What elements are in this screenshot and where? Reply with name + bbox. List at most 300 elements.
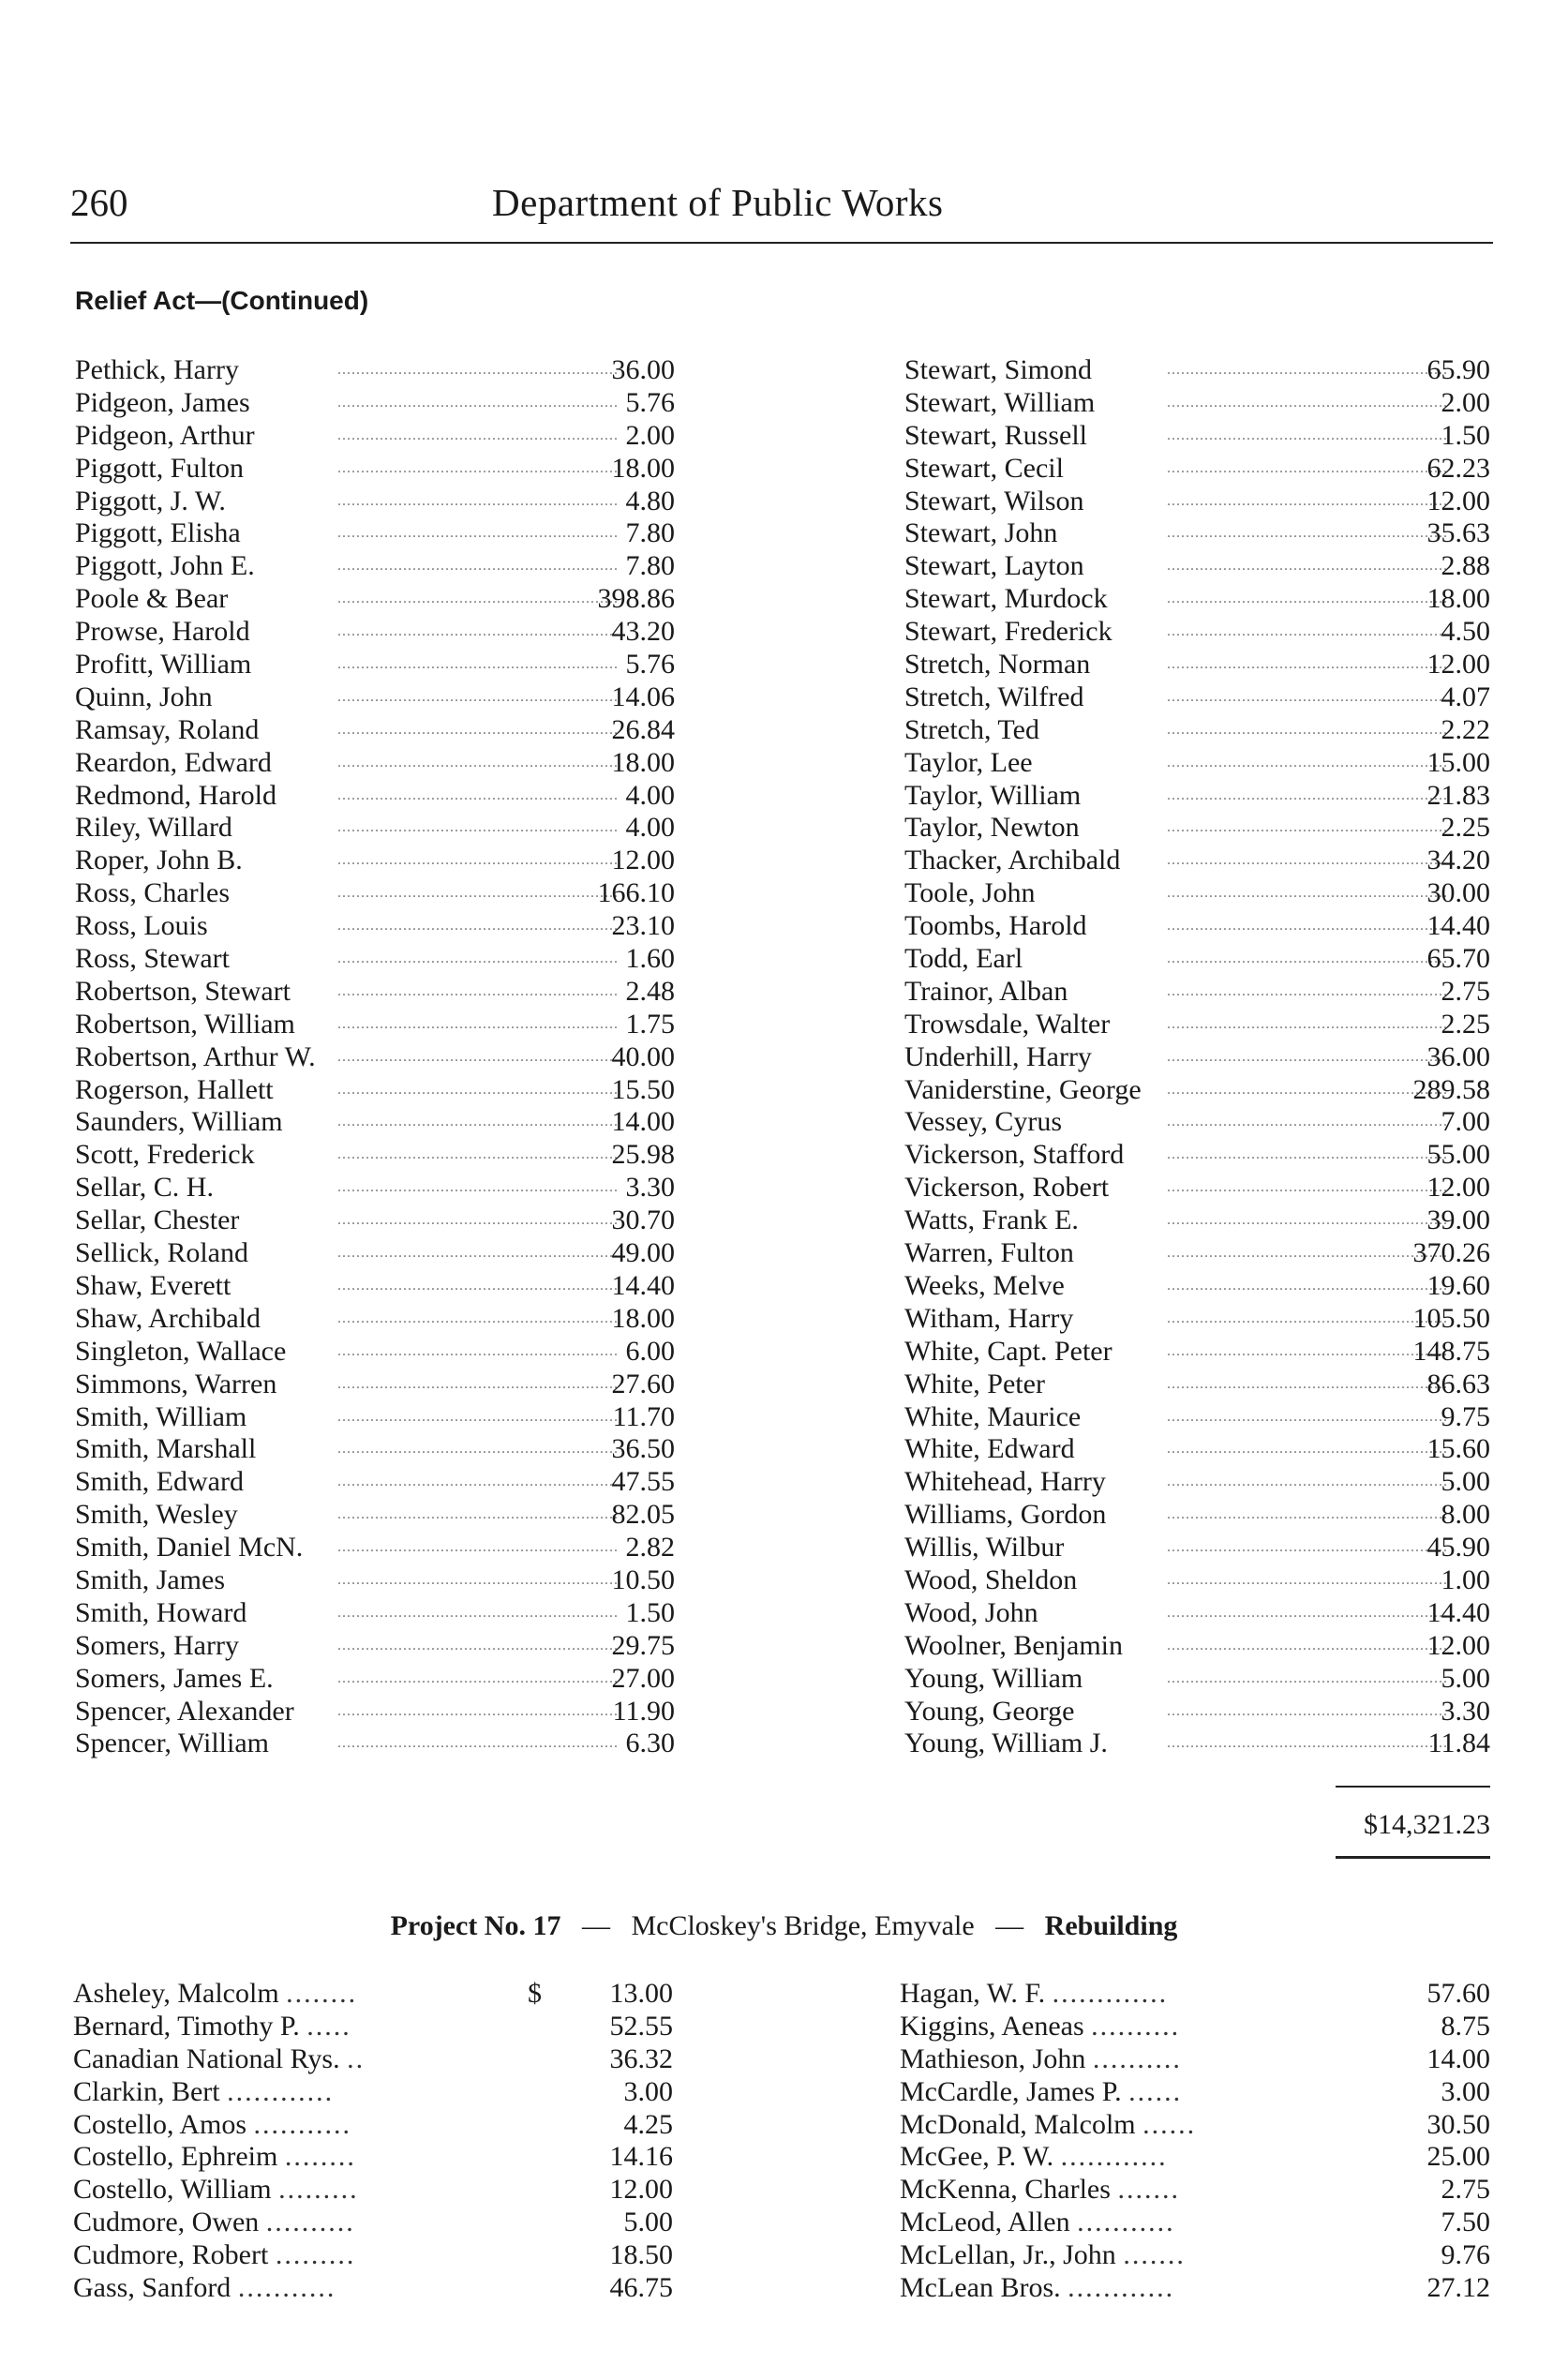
payee-name: Riley, Willard [75,812,232,844]
amount: 4.07 [1441,681,1490,712]
payee-name: Piggott, J. W. [75,485,226,516]
dot-leader: ......... [275,2239,356,2271]
payee-name: Pidgeon, James [75,386,250,418]
dot-leader: ............................................................ [1167,721,1448,738]
amount: 7.80 [625,550,675,582]
list-item [904,1237,1490,1270]
list-item [75,1696,675,1728]
dot-leader: ............................................................ [337,1506,619,1523]
dot-leader: ............................................................ [337,1441,619,1458]
list-item [73,2076,673,2109]
amount: 148.75 [1412,1335,1490,1367]
payee-name-text: Costello, Ephreim [73,2141,278,2173]
amount: 11.70 [612,1400,675,1432]
amount: 15.60 [1426,1433,1490,1465]
amount: 3.30 [625,1172,675,1204]
dot-leader: ............................................................ [337,1015,619,1032]
payee-name: Taylor, Lee [904,746,1033,778]
amount: 12.00 [1426,1629,1490,1661]
payee-name: Rogerson, Hallett [75,1073,274,1105]
amount: 39.00 [1426,1204,1490,1236]
payee-name: Vickerson, Robert [904,1172,1110,1204]
list-item [904,1041,1490,1074]
amount: 52.55 [609,2010,673,2042]
amount: 45.90 [1426,1532,1490,1564]
list-item [73,2272,673,2305]
dot-leader: ............ [227,2075,335,2107]
dot-leader: ............................................................ [337,1146,619,1163]
dot-leader: ............................................................ [1167,426,1448,443]
amount: 2.00 [625,419,675,451]
list-item [904,1663,1490,1696]
payee-name: Watts, Frank E. [904,1204,1079,1236]
dot-leader: ............................................................ [1167,525,1448,542]
list-item [75,812,675,845]
dot-leader: ............................................................ [1167,982,1448,999]
payee-name: Young, William [904,1662,1083,1694]
dot-leader: ............................................................ [1167,1539,1448,1556]
list-item [75,1172,675,1204]
dot-leader: ............................................................ [337,918,619,935]
dot-leader: ............................................................ [1167,1474,1448,1490]
payee-name: White, Capt. Peter [904,1335,1113,1367]
page-number: 260 [70,181,128,224]
dot-leader: ............................................................ [337,1702,619,1719]
payee-name: Wood, Sheldon [904,1564,1078,1595]
dot-leader: ........ [284,2141,356,2173]
dot-leader: ............................................................ [337,1081,619,1098]
payee-name: Stewart, Layton [904,550,1084,582]
payee-name: Smith, Marshall [75,1433,257,1465]
dot-leader: ............................................................ [337,819,619,836]
amount: 2.48 [625,975,675,1007]
payee-name: Piggott, Fulton [75,452,245,484]
page-header [70,180,1493,232]
dot-leader: ............................................................ [337,525,619,542]
dot-leader: ............................................................ [337,1539,619,1556]
list-item [904,486,1490,518]
dot-leader: ............................................................ [337,754,619,771]
payee-name: Singleton, Wallace [75,1335,287,1367]
list-item [73,1978,673,2011]
dot-leader: ............................................................ [337,1474,619,1490]
amount: 2.00 [1441,386,1490,418]
list-item [904,1564,1490,1597]
dot-leader: ............................................................ [1167,394,1448,411]
payee-name [73,2076,334,2109]
list-item [75,1009,675,1041]
payee-name: Robertson, Arthur W. [75,1040,316,1072]
list-item [900,2141,1490,2174]
amount: 62.23 [1426,452,1490,484]
list-item [75,420,675,453]
list-item [904,1597,1490,1630]
payee-name: Taylor, William [904,779,1082,811]
amount: 1.50 [1441,419,1490,451]
amount: 86.63 [1426,1368,1490,1399]
list-item [904,550,1490,583]
amount: 29.75 [611,1629,675,1661]
dot-leader: ............................................................ [337,1408,619,1425]
list-item [73,2141,673,2174]
list-item [904,845,1490,877]
list-item [75,681,675,714]
dot-leader: ....... [1117,2174,1180,2206]
list-item [904,649,1490,681]
amount: 18.00 [611,1302,675,1334]
list-item [904,517,1490,550]
payee-name: Stewart, Simond [904,354,1092,385]
list-item [75,1466,675,1499]
amount: 12.00 [1426,1172,1490,1204]
payee-name: Prowse, Harold [75,616,250,648]
list-item [75,1499,675,1532]
payee-name: Toole, John [904,877,1036,909]
payee-name: White, Peter [904,1368,1045,1399]
amount: 1.75 [625,1008,675,1040]
project-number: Project No. 17 [390,1910,561,1941]
payee-name: Ramsay, Roland [75,713,260,745]
dot-leader: ............................................................ [337,721,619,738]
list-item [75,1369,675,1401]
list-item [904,1270,1490,1303]
payee-name-text: McCardle, James P. [900,2075,1122,2107]
payee-name: Shaw, Archibald [75,1302,261,1334]
payee-name: Sellar, C. H. [75,1172,214,1204]
dot-leader: ............................................................ [337,656,619,673]
amount: 25.00 [1426,2141,1490,2173]
list-item [75,1630,675,1663]
payee-name: Stewart, Frederick [904,616,1113,648]
dot-leader: ........ [286,1978,358,2009]
amount: 5.76 [625,649,675,681]
dot-leader: ............................................................ [337,591,619,607]
payee-name: Profitt, William [75,649,252,681]
amount: 18.00 [611,452,675,484]
list-item [904,681,1490,714]
list-item [904,1401,1490,1434]
amount: 14.40 [1426,1596,1490,1628]
list-item [904,1204,1490,1237]
dot-leader: ............................................................ [1167,1212,1448,1229]
dot-leader: ............................................................ [337,362,619,378]
dot-leader: ............................................................ [1167,819,1448,836]
amount: 14.16 [609,2141,673,2173]
list-item [904,943,1490,976]
dot-leader: ............................................................ [337,623,619,640]
amount: 40.00 [611,1040,675,1072]
amount: 27.00 [611,1662,675,1694]
list-item [75,1204,675,1237]
payee-name [73,2272,336,2305]
amount: 18.00 [611,746,675,778]
amount: 7.80 [625,517,675,549]
list-item [75,616,675,649]
payee-name: Spencer, William [75,1728,269,1759]
payee-name [900,2174,1180,2207]
list-item [75,517,675,550]
list-item [900,2043,1490,2076]
payee-name [73,2239,355,2272]
dot-leader: .......... [1091,2010,1181,2042]
amount: 12.00 [1426,485,1490,516]
payee-name: Smith, Daniel McN. [75,1532,304,1564]
payee-name: Redmond, Harold [75,779,276,811]
list-item [75,453,675,486]
project-separator-1: — [581,1910,610,1941]
dot-leader: ............................................................ [337,1637,619,1653]
list-item [904,1139,1490,1172]
payee-name: Robertson, Stewart [75,975,291,1007]
list-item [75,1728,675,1760]
list-item [904,387,1490,420]
list-item [75,583,675,616]
dot-leader: ............................................................ [337,558,619,575]
dot-leader: ..... [306,2010,351,2042]
dot-leader: ............................................................ [1167,950,1448,967]
amount: 398.86 [597,583,675,615]
dot-leader: ............................................................ [337,982,619,999]
dot-leader: ............................................................ [1167,754,1448,771]
amount: 65.70 [1426,943,1490,975]
payee-name: Young, George [904,1695,1075,1727]
amount: 2.25 [1441,812,1490,844]
list-item [75,1597,675,1630]
list-item [904,1728,1490,1760]
amount: 19.60 [1426,1269,1490,1301]
amount: 2.25 [1441,1008,1490,1040]
payee-name-text: Costello, William [73,2174,272,2206]
dot-leader: ............................................................ [1167,1702,1448,1719]
dot-leader: ............................................................ [337,1375,619,1392]
amount: 15.00 [1426,746,1490,778]
payee-name [73,2011,351,2043]
dot-leader: ............................................................ [1167,1309,1448,1326]
dot-leader: ............. [1052,1978,1169,2009]
amount: 82.05 [611,1499,675,1531]
dot-leader: ............................................................ [337,1114,619,1130]
payee-name: Warren, Fulton [904,1237,1074,1269]
payee-name-text: Mathieson, John [900,2042,1086,2074]
amount: 12.00 [611,845,675,876]
amount: 166.10 [597,877,675,909]
payee-name-text: Clarkin, Bert [73,2075,220,2107]
payee-name-text: Costello, Amos [73,2108,247,2140]
dot-leader: ............................................................ [1167,623,1448,640]
payee-name: Quinn, John [75,681,213,712]
dot-leader: ............................................................ [337,1179,619,1196]
payee-name: Willis, Wilbur [904,1532,1065,1564]
payee-name [900,1978,1168,2011]
list-item [904,1499,1490,1532]
payee-name: Ross, Stewart [75,943,230,975]
payee-name: Stewart, Russell [904,419,1087,451]
payee-name: Stewart, John [904,517,1058,549]
payee-name: Piggott, John E. [75,550,255,582]
dot-leader: ............................................................ [1167,558,1448,575]
dot-leader: ............................................................ [337,1571,619,1588]
list-item [75,1564,675,1597]
payee-name: Smith, William [75,1400,247,1432]
dot-leader: ............................................................ [337,1048,619,1065]
payee-name: Stewart, Cecil [904,452,1064,484]
amount: 4.50 [1441,616,1490,648]
list-item [904,1172,1490,1204]
payee-name: Smith, Wesley [75,1499,238,1531]
payee-name: Stretch, Ted [904,713,1039,745]
dot-leader: ............................................................ [1167,591,1448,607]
list-item [904,1630,1490,1663]
payee-name-text: McKenna, Charles [900,2174,1111,2206]
payee-name: White, Edward [904,1433,1075,1465]
payee-name [900,2207,1175,2239]
amount: 289.58 [1412,1073,1490,1105]
list-item [904,1433,1490,1466]
dot-leader: ............................................................ [1167,1277,1448,1294]
payee-name-text: Canadian National Rys. [73,2042,340,2074]
payee-name: Ross, Charles [75,877,230,909]
payee-name-text: McLean Bros. [900,2272,1061,2304]
amount: 27.60 [611,1368,675,1399]
payee-name: Smith, Howard [75,1596,247,1628]
list-item [904,714,1490,747]
amount: 14.40 [1426,910,1490,942]
amount: 9.76 [1441,2239,1490,2271]
payee-name-text: McGee, P. W. [900,2141,1054,2173]
payee-name: Wood, John [904,1596,1038,1628]
amount: 6.30 [625,1728,675,1759]
list-item [904,910,1490,943]
list-item [75,1336,675,1369]
amount: 5.76 [625,386,675,418]
dot-leader: ......... [278,2174,359,2206]
payee-name: Underhill, Harry [904,1040,1092,1072]
list-item [75,1139,675,1172]
dot-leader: ............................................................ [1167,1637,1448,1653]
amount: 36.32 [609,2042,673,2074]
total-rule-top [1336,1786,1490,1788]
payee-name [900,2141,1168,2174]
dot-leader: ............................................................ [1167,885,1448,902]
payee-name: Scott, Frederick [75,1139,255,1171]
dot-leader: ............................................................ [1167,492,1448,509]
list-item [904,1106,1490,1139]
payee-name [900,2239,1186,2272]
amount: 43.20 [611,616,675,648]
dot-leader: ............................................................ [1167,1669,1448,1686]
payee-name [73,2109,351,2142]
list-item [75,877,675,910]
amount: 30.00 [1426,877,1490,909]
amount: 18.00 [1426,583,1490,615]
dot-leader: ........... [1077,2207,1175,2238]
dot-leader: ............................................................ [1167,1441,1448,1458]
payee-name: Williams, Gordon [904,1499,1107,1531]
payee-name [900,2011,1180,2043]
payee-name: Woolner, Benjamin [904,1629,1123,1661]
amount: 10.50 [611,1564,675,1595]
amount: 3.30 [1441,1695,1490,1727]
dot-leader: ............................................................ [337,1604,619,1621]
list-item [900,2239,1490,2272]
amount: 25.98 [611,1139,675,1171]
payee-name: Spencer, Alexander [75,1695,294,1727]
list-item [904,1369,1490,1401]
payee-name: Stewart, William [904,386,1096,418]
dot-leader: ............................................................ [1167,1179,1448,1196]
list-item [900,2272,1490,2305]
relief-total: $14,321.23 [1364,1809,1490,1840]
amount: 46.75 [609,2272,673,2304]
payee-name-text: Cudmore, Owen [73,2207,260,2238]
dot-leader: ............................................................ [1167,1146,1448,1163]
dot-leader: ............................................................ [337,688,619,705]
dot-leader: ............................................................ [1167,1081,1448,1098]
list-item [75,1433,675,1466]
amount: 27.12 [1426,2272,1490,2304]
amount: 14.00 [611,1106,675,1138]
list-item [73,2207,673,2239]
amount: 1.60 [625,943,675,975]
list-item [75,845,675,877]
dollar-sign: $ [528,1978,542,2009]
list-item [75,1532,675,1564]
list-item [904,1532,1490,1564]
relief-list-right [904,354,1490,1760]
payee-name [900,2272,1174,2305]
amount: 9.75 [1441,1400,1490,1432]
amount: 14.40 [611,1269,675,1301]
dot-leader: ...... [1142,2108,1197,2140]
payee-name [73,2043,365,2076]
dot-leader: .. [347,2042,366,2074]
dot-leader: ............................................................ [1167,1114,1448,1130]
payee-name [73,2207,355,2239]
list-item [73,2239,673,2272]
list-item [904,1074,1490,1107]
amount: 5.00 [1441,1466,1490,1498]
amount: 5.00 [623,2207,673,2238]
amount: 23.10 [611,910,675,942]
list-item [75,649,675,681]
payee-name-text: McLeod, Allen [900,2207,1070,2238]
running-head: Department of Public Works [492,181,944,224]
list-item [900,2109,1490,2142]
amount: 105.50 [1412,1302,1490,1334]
list-item [904,453,1490,486]
dot-leader: ............................................................ [1167,1571,1448,1588]
list-item [73,2174,673,2207]
list-item [73,2109,673,2142]
amount: 7.00 [1441,1106,1490,1138]
payee-name: Witham, Harry [904,1302,1074,1334]
amount: 1.00 [1441,1564,1490,1595]
dot-leader: .......... [265,2207,355,2238]
payee-name: Shaw, Everett [75,1269,231,1301]
payee-name: Trainor, Alban [904,975,1068,1007]
list-item [904,616,1490,649]
list-item [900,2207,1490,2239]
payee-name: Piggott, Elisha [75,517,241,549]
payee-name: Smith, James [75,1564,226,1595]
list-item [904,354,1490,387]
payee-name: Reardon, Edward [75,746,272,778]
payee-name: Sellar, Chester [75,1204,240,1236]
dot-leader: ............................................................ [1167,1506,1448,1523]
payee-name: Roper, John B. [75,845,243,876]
list-item [75,1074,675,1107]
dot-leader: ............................................................ [1167,1342,1448,1359]
